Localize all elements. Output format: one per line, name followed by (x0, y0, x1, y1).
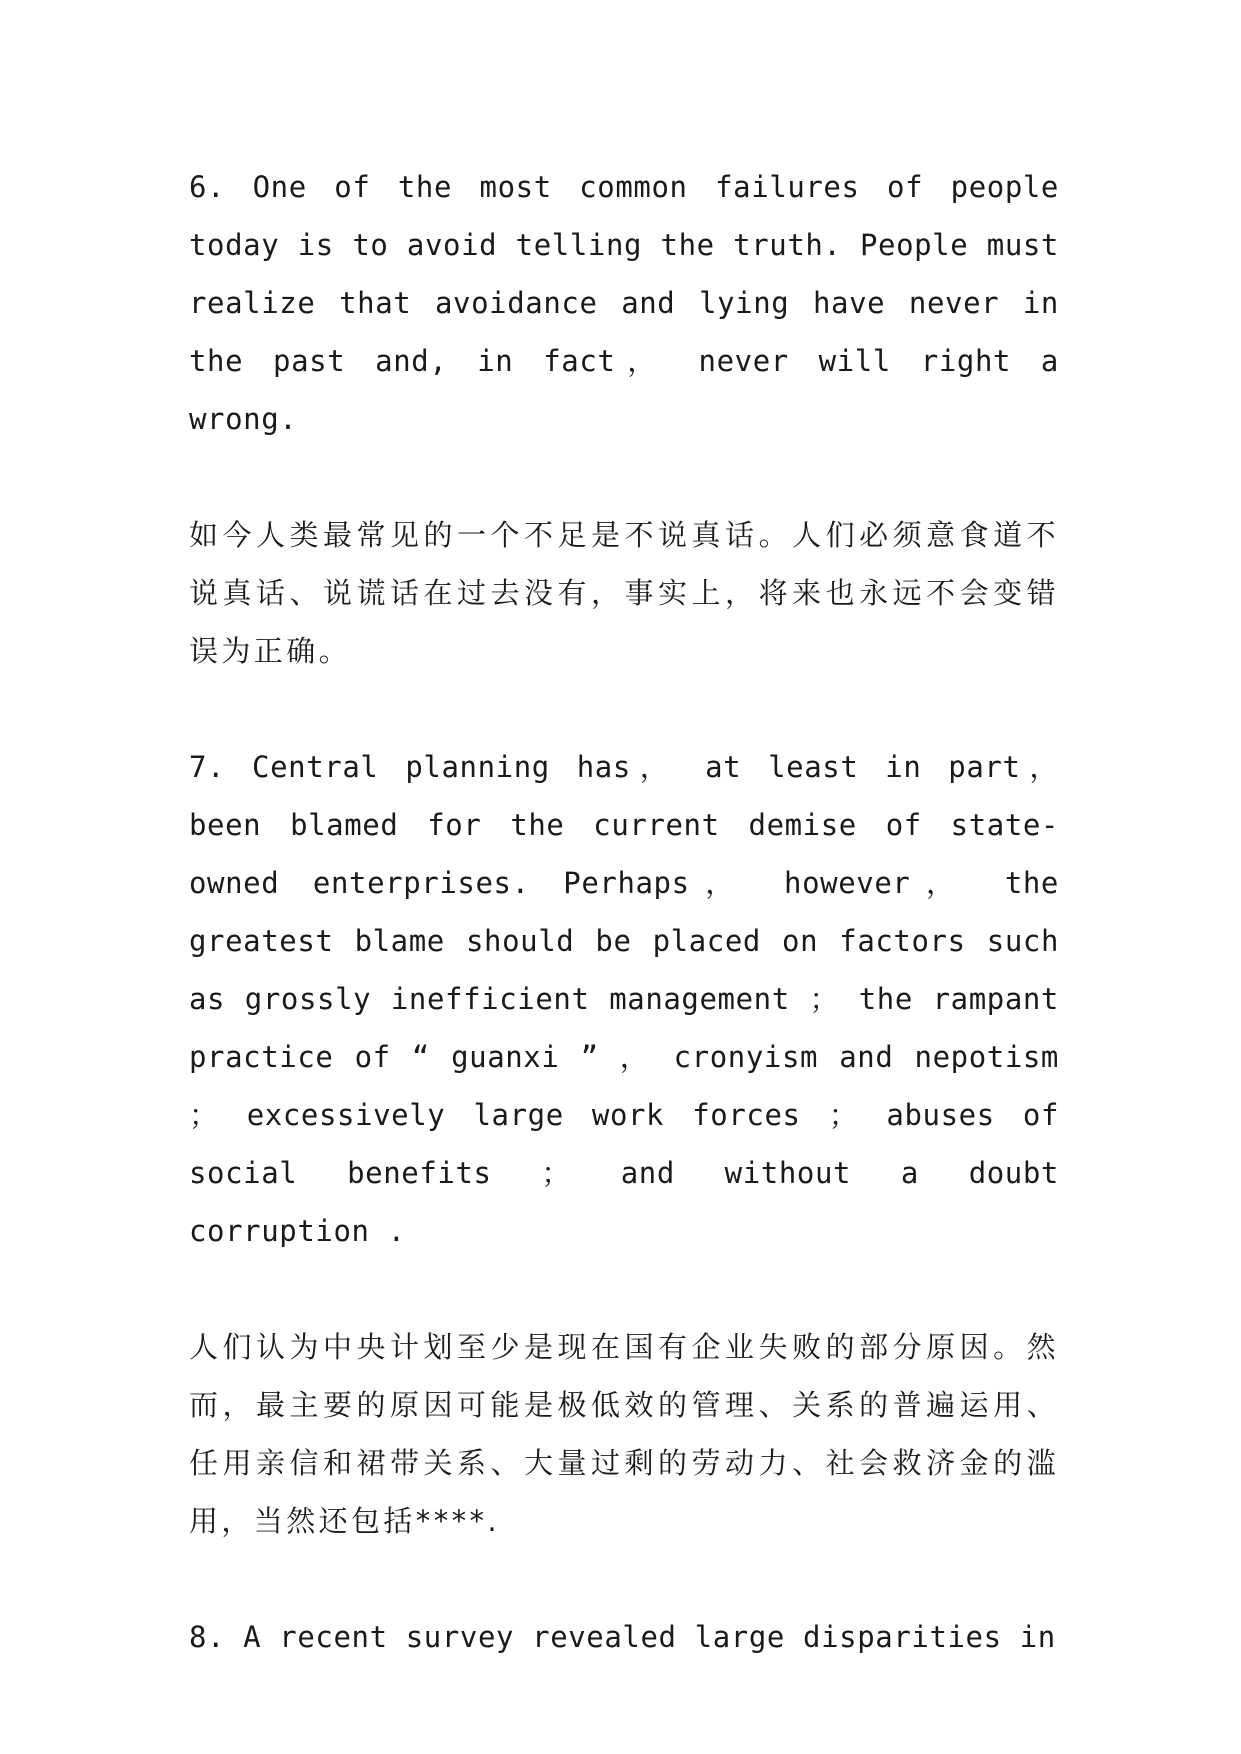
paragraph-spacer (189, 680, 1059, 738)
paragraph-item-7-english: 7. Central planning has， at least in part， been blamed for the current demise of state-owned enterprises. Perhaps， however， the greatest blame should be placed on factors such as grossly inefficient management ； the rampant practice of “ guanxi ” ， cronyism and nepotism ； excessively large work forces ； abuses of social benefits ； and without a doubt corruption . (189, 750, 1059, 1248)
paragraph-item-8-english: 8. A recent survey revealed large disparities in (189, 1620, 1056, 1654)
paragraph-item-6-english: 6. One of the most common failures of people today is to avoid telling the truth. People must realize that avoidance and lying have never in the past and, in fact， never will right a wrong. (189, 170, 1059, 436)
paragraph-spacer (189, 448, 1059, 506)
paragraph-item-7-chinese: 人们认为中央计划至少是现在国有企业失败的部分原因。然而，最主要的原因可能是极低效的管理、关系的普遍运用、任用亲信和裙带关系、大量过剩的劳动力、社会救济金的滥用，当然还包括****. (189, 1330, 1059, 1538)
paragraph-spacer (189, 1260, 1059, 1318)
paragraph-item-6-chinese: 如今人类最常见的一个不足是不说真话。人们必须意食道不说真话、说谎话在过去没有，事实上，将来也永远不会变错误为正确。 (189, 518, 1059, 668)
paragraph-spacer (189, 1550, 1059, 1608)
document-body (189, 158, 1059, 1666)
